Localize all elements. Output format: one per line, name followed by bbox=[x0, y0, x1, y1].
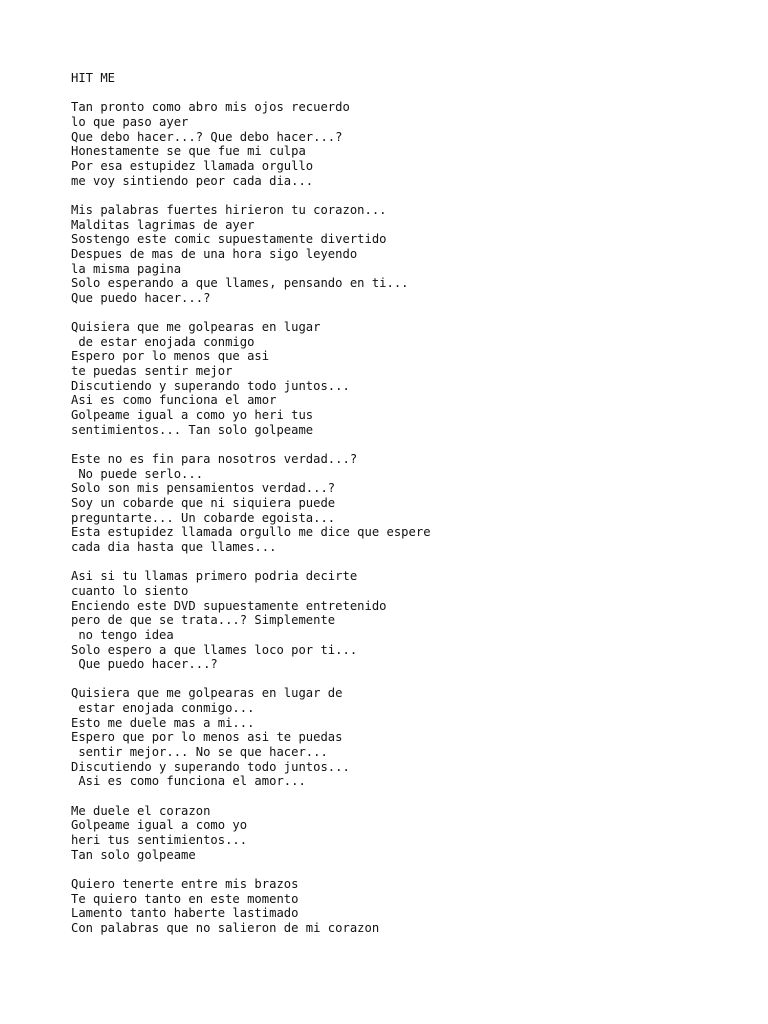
lyric-line: Este no es fin para nosotros verdad...? bbox=[71, 452, 358, 466]
lyric-line: Solo son mis pensamientos verdad...? bbox=[71, 481, 336, 496]
lyric-line: heri tus sentimientos... bbox=[71, 833, 248, 848]
lyric-line: Lamento tanto haberte lastimado bbox=[71, 906, 299, 921]
lyric-line: Malditas lagrimas de ayer bbox=[71, 217, 255, 232]
stanza bbox=[71, 686, 751, 789]
lyric-line: Que debo hacer...? Que debo hacer...? bbox=[71, 129, 343, 144]
lyric-line: sentimientos... Tan solo golpeame bbox=[71, 422, 314, 437]
lyric-line: Quisiera que me golpearas en lugar bbox=[71, 320, 321, 335]
stanza bbox=[71, 100, 751, 188]
lyric-line: Discutiendo y superando todo juntos... bbox=[71, 759, 350, 774]
lyric-line: Quisiera que me golpearas en lugar de bbox=[71, 686, 343, 701]
stanza bbox=[71, 452, 751, 555]
lyric-line: Solo esperando a que llames, pensando en ti... bbox=[71, 276, 409, 291]
lyric-line: preguntarte... Un cobarde egoista... bbox=[71, 510, 336, 525]
stanza bbox=[71, 804, 751, 863]
document-page bbox=[71, 71, 751, 950]
lyric-line: Golpeame igual a como yo bbox=[71, 818, 248, 833]
lyric-line: de estar enojada conmigo bbox=[71, 334, 255, 349]
lyric-line: cuanto lo siento bbox=[71, 583, 189, 598]
lyric-line: te puedas sentir mejor bbox=[71, 364, 233, 379]
lyric-line: Me duele el corazon bbox=[71, 803, 211, 818]
lyric-line: Tan solo golpeame bbox=[71, 847, 196, 862]
stanza bbox=[71, 320, 751, 437]
lyrics-body bbox=[71, 100, 751, 935]
lyric-line: Te quiero tanto en este momento bbox=[71, 891, 299, 906]
lyric-line: Honestamente se que fue mi culpa bbox=[71, 144, 306, 159]
lyric-line: Asi es como funciona el amor... bbox=[71, 774, 306, 789]
lyric-line: Con palabras que no salieron de mi corazon bbox=[71, 920, 380, 935]
document-title: HIT ME bbox=[71, 71, 116, 85]
lyric-line: Por esa estupidez llamada orgullo bbox=[71, 158, 314, 173]
lyric-line: Enciendo este DVD supuestamente entretenido bbox=[71, 598, 387, 613]
lyric-line: Que puedo hacer...? bbox=[71, 290, 211, 305]
lyric-line: sentir mejor... No se que hacer... bbox=[71, 745, 328, 760]
lyric-line: Despues de mas de una hora sigo leyendo bbox=[71, 246, 358, 261]
lyric-line: Sostengo este comic supuestamente divertido bbox=[71, 232, 387, 247]
lyric-line: la misma pagina bbox=[71, 261, 182, 276]
lyric-line: Esto me duele mas a mi... bbox=[71, 715, 255, 730]
lyric-line: Discutiendo y superando todo juntos... bbox=[71, 378, 350, 393]
lyric-line: Quiero tenerte entre mis brazos bbox=[71, 876, 299, 891]
lyric-line: Golpeame igual a como yo heri tus bbox=[71, 408, 314, 423]
lyric-line: lo que paso ayer bbox=[71, 114, 189, 129]
lyric-line: Tan pronto como abro mis ojos recuerdo bbox=[71, 100, 350, 115]
lyric-line: no tengo idea bbox=[71, 627, 174, 642]
lyric-line: No puede serlo... bbox=[71, 466, 204, 481]
lyric-line: Que puedo hacer...? bbox=[71, 657, 218, 672]
stanza bbox=[71, 877, 751, 936]
lyric-line: estar enojada conmigo... bbox=[71, 701, 255, 716]
lyric-line: me voy sintiendo peor cada dia... bbox=[71, 173, 314, 188]
lyric-line: Espero que por lo menos asi te puedas bbox=[71, 730, 343, 745]
lyric-line: pero de que se trata...? Simplemente bbox=[71, 613, 336, 628]
lyric-line: Espero por lo menos que asi bbox=[71, 349, 270, 364]
lyric-line: Asi es como funciona el amor bbox=[71, 393, 277, 408]
stanza bbox=[71, 569, 751, 672]
lyric-line: Esta estupidez llamada orgullo me dice que espere bbox=[71, 525, 431, 540]
lyric-line: cada dia hasta que llames... bbox=[71, 539, 277, 554]
lyric-line: Soy un cobarde que ni siquiera puede bbox=[71, 495, 336, 510]
lyric-line: Asi si tu llamas primero podria decirte bbox=[71, 569, 358, 584]
lyric-line: Solo espero a que llames loco por ti... bbox=[71, 642, 358, 657]
stanza bbox=[71, 203, 751, 306]
lyric-line: Mis palabras fuertes hirieron tu corazon... bbox=[71, 202, 387, 217]
